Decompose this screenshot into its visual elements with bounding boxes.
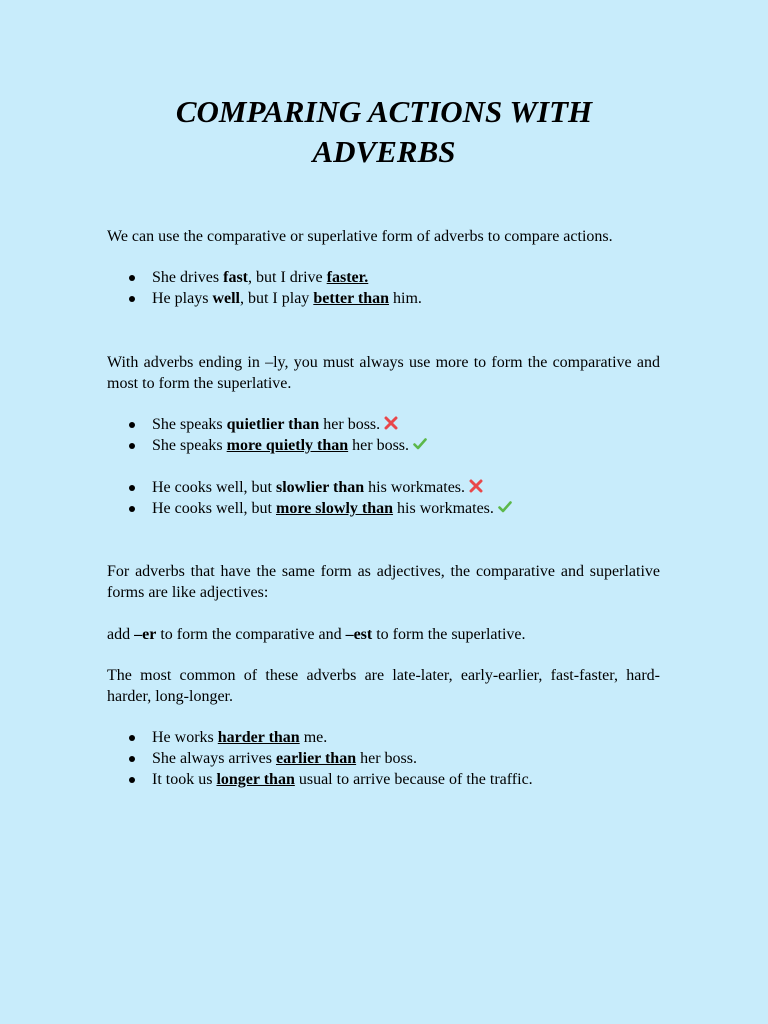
list-item: He plays well, but I play better than him. bbox=[107, 288, 660, 309]
list-item: He cooks well, but more slowly than his workmates. bbox=[107, 498, 660, 519]
comparison-list-4 bbox=[107, 727, 660, 790]
comparison-list-1 bbox=[107, 267, 660, 309]
list-item: He works harder than me. bbox=[107, 727, 660, 748]
list-item: She speaks more quietly than her boss. bbox=[107, 435, 660, 456]
ly-paragraph: With adverbs ending in –ly, you must always use more to form the comparative and most to form the superlative. bbox=[107, 354, 660, 392]
check-icon bbox=[413, 437, 427, 451]
list-item: She always arrives earlier than her boss. bbox=[107, 748, 660, 769]
common-adverbs-paragraph: The most common of these adverbs are late-later, early-earlier, fast-faster, hard-harder, long-longer. bbox=[107, 667, 660, 705]
check-icon bbox=[498, 500, 512, 514]
list-item: He cooks well, but slowlier than his workmates. bbox=[107, 477, 660, 498]
page-title bbox=[0, 92, 768, 172]
title-line-2: ADVERBS bbox=[312, 134, 456, 169]
document-content bbox=[107, 226, 660, 790]
cross-icon bbox=[384, 416, 398, 430]
intro-paragraph: We can use the comparative or superlative form of adverbs to compare actions. bbox=[107, 228, 613, 245]
same-form-paragraph: For adverbs that have the same form as adjectives, the comparative and superlative forms are like adjectives: bbox=[107, 563, 660, 601]
list-item: She drives fast, but I drive faster. bbox=[107, 267, 660, 288]
add-er-est-paragraph: add –er to form the comparative and –est to form the superlative. bbox=[107, 626, 526, 643]
title-line-1: COMPARING ACTIONS WITH bbox=[175, 94, 593, 129]
comparison-list-2 bbox=[107, 414, 660, 456]
list-item: It took us longer than usual to arrive because of the traffic. bbox=[107, 769, 660, 790]
list-item: She speaks quietlier than her boss. bbox=[107, 414, 660, 435]
comparison-list-3 bbox=[107, 477, 660, 519]
cross-icon bbox=[469, 479, 483, 493]
